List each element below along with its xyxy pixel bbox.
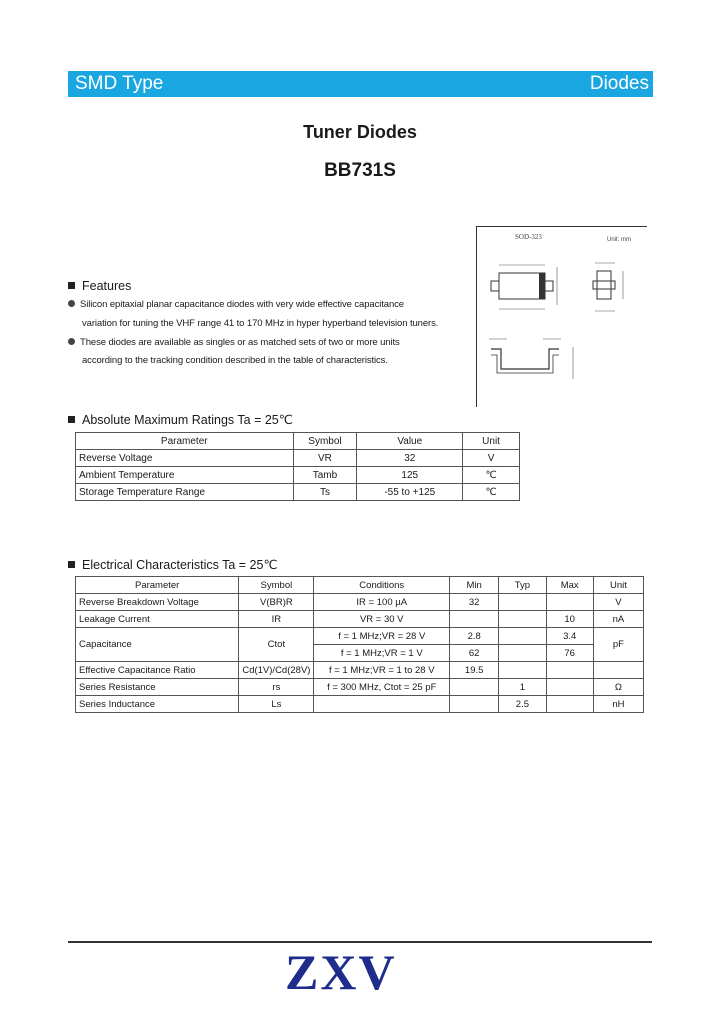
table-cell: Ambient Temperature: [76, 467, 294, 484]
table-cell: f = 1 MHz;VR = 1 V: [314, 645, 450, 662]
table-cell: V(BR)R: [239, 594, 314, 611]
table-cell: VR: [293, 450, 357, 467]
package-outline-drawing: [476, 226, 647, 407]
table-cell: 10: [546, 611, 593, 628]
table-cell: Ts: [293, 484, 357, 501]
bullet-dot-icon: [68, 300, 75, 307]
header-category: SMD Type: [75, 73, 164, 94]
ec-heading: [68, 557, 277, 572]
table-cell: nH: [593, 696, 643, 713]
table-row: [76, 611, 644, 628]
table-row: [76, 662, 644, 679]
table-cell: 1: [499, 679, 546, 696]
feature-item-1: [68, 299, 404, 310]
header-cell: Symbol: [239, 577, 314, 594]
header-cell: Min: [450, 577, 499, 594]
feature-item-2: [68, 337, 400, 348]
table-cell: ℃: [463, 484, 520, 501]
front-view-outline: [491, 349, 559, 369]
table-cell: Tamb: [293, 467, 357, 484]
table-cell: -55 to +125: [357, 484, 463, 501]
package-drawing-svg: [477, 227, 647, 407]
page-title: Tuner Diodes: [303, 122, 417, 142]
table-cell: [450, 611, 499, 628]
features-heading-text: Features: [82, 279, 132, 293]
table-row: [76, 628, 644, 645]
table-cell: VR = 30 V: [314, 611, 450, 628]
table-cell: [546, 594, 593, 611]
absolute-max-ratings-table: [75, 432, 520, 501]
table-cell: Leakage Current: [76, 611, 239, 628]
top-view-lead-right: [545, 281, 553, 291]
table-cell: Ctot: [239, 628, 314, 662]
table-cell: ℃: [463, 467, 520, 484]
table-cell: [499, 628, 546, 645]
table-cell: [499, 611, 546, 628]
header-cell: Parameter: [76, 577, 239, 594]
table-cell: rs: [239, 679, 314, 696]
table-cell: [593, 662, 643, 679]
table-cell: [546, 696, 593, 713]
header-cell: Max: [546, 577, 593, 594]
table-cell: Reverse Breakdown Voltage: [76, 594, 239, 611]
table-cell: [499, 645, 546, 662]
side-view-lead: [593, 281, 615, 289]
table-cell: [546, 662, 593, 679]
ec-heading-text: Electrical Characteristics Ta = 25℃: [82, 558, 278, 572]
side-view-body: [597, 271, 611, 299]
feature-2-line-1: These diodes are available as singles or as matched sets of two or more units: [80, 337, 400, 348]
table-cell: Reverse Voltage: [76, 450, 294, 467]
table-row: [76, 467, 520, 484]
table-row: [76, 696, 644, 713]
top-view-body: [499, 273, 545, 299]
table-cell: V: [463, 450, 520, 467]
part-number: BB731S: [324, 160, 396, 181]
table-cell: [499, 594, 546, 611]
table-cell: Effective Capacitance Ratio: [76, 662, 239, 679]
table-row: [76, 679, 644, 696]
table-cell: Series Resistance: [76, 679, 239, 696]
table-cell: [450, 696, 499, 713]
table-cell: 3.4: [546, 628, 593, 645]
table-cell: 62: [450, 645, 499, 662]
table-cell: 125: [357, 467, 463, 484]
header-bar: [68, 71, 653, 97]
header-cell: Symbol: [293, 433, 357, 450]
table-header-row: [76, 577, 644, 594]
table-cell: 32: [450, 594, 499, 611]
table-cell: f = 300 MHz, Ctot = 25 pF: [314, 679, 450, 696]
table-cell: 76: [546, 645, 593, 662]
table-cell: f = 1 MHz;VR = 1 to 28 V: [314, 662, 450, 679]
amr-heading: [68, 412, 293, 427]
table-cell: V: [593, 594, 643, 611]
table-cell: Ls: [239, 696, 314, 713]
table-cell: nA: [593, 611, 643, 628]
amr-heading-text: Absolute Maximum Ratings Ta = 25℃: [82, 413, 293, 427]
table-cell: 2.8: [450, 628, 499, 645]
header-cell: Typ: [499, 577, 546, 594]
table-row: [76, 484, 520, 501]
table-cell: [546, 679, 593, 696]
top-view-lead-left: [491, 281, 499, 291]
table-cell: IR = 100 µA: [314, 594, 450, 611]
table-cell: Series Inductance: [76, 696, 239, 713]
table-row: [76, 594, 644, 611]
feature-2-line-2: according to the tracking condition described in the table of characteristics.: [82, 355, 388, 366]
table-header-row: [76, 433, 520, 450]
header-cell: Value: [357, 433, 463, 450]
features-heading: [68, 279, 131, 293]
header-cell: Unit: [593, 577, 643, 594]
table-cell: [450, 679, 499, 696]
header-product-type: Diodes: [589, 73, 649, 94]
footer-divider: [68, 941, 652, 943]
header-cell: Conditions: [314, 577, 450, 594]
company-logo: ZXV: [285, 944, 397, 1000]
package-unit-label: Unit: mm: [607, 237, 631, 243]
feature-1-line-2: variation for tuning the VHF range 41 to 170 MHz in hyper hyperband television tuners.: [82, 318, 439, 329]
bullet-square-icon: [68, 282, 75, 289]
bullet-square-icon: [68, 561, 75, 568]
table-cell: [314, 696, 450, 713]
table-cell: f = 1 MHz;VR = 28 V: [314, 628, 450, 645]
table-cell: Ω: [593, 679, 643, 696]
table-cell: [499, 662, 546, 679]
bullet-dot-icon: [68, 338, 75, 345]
table-cell: Cd(1V)/Cd(28V): [239, 662, 314, 679]
package-name-label: SOD-323: [515, 233, 542, 241]
bullet-square-icon: [68, 416, 75, 423]
header-cell: Unit: [463, 433, 520, 450]
table-cell: IR: [239, 611, 314, 628]
table-cell: 19.5: [450, 662, 499, 679]
table-cell: 2.5: [499, 696, 546, 713]
cathode-band: [539, 273, 545, 299]
header-cell: Parameter: [76, 433, 294, 450]
electrical-characteristics-table: [75, 576, 644, 713]
table-cell: pF: [593, 628, 643, 662]
table-cell: Capacitance: [76, 628, 239, 662]
table-row: [76, 450, 520, 467]
feature-1-line-1: Silicon epitaxial planar capacitance diodes with very wide effective capacitance: [80, 299, 404, 310]
table-cell: 32: [357, 450, 463, 467]
table-cell: Storage Temperature Range: [76, 484, 294, 501]
